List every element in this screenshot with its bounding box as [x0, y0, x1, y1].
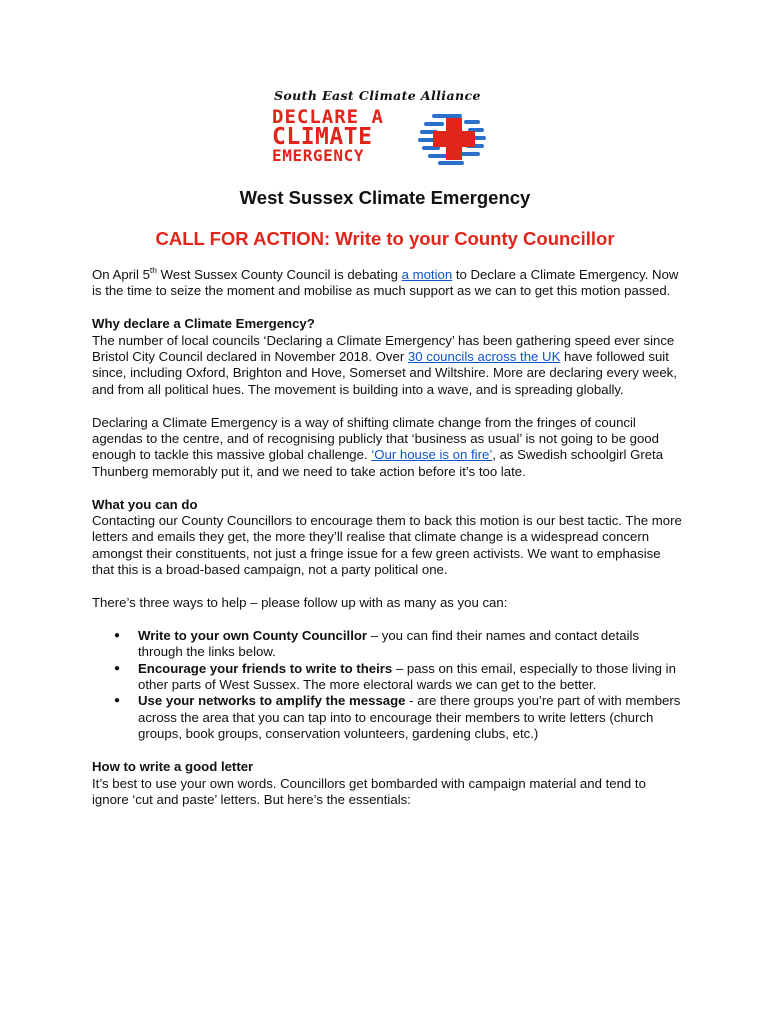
- ways-intro: There’s three ways to help – please follow up with as many as you can:: [92, 595, 508, 611]
- what-paragraph: Contacting our County Councillors to encourage them to back this motion is our best tactic. The more letters and emails they get, the more they’ll realise that climate change is a widespread concern amongst their constituents, not just a fringe issue for a few green activists. We want to emphasise that this is a broad-based campaign, not a party political one.: [92, 513, 682, 578]
- list-item: ● Use your networks to amplify the message - are there groups you’re part of with members across the area that you can tap into to encourage their members to write letters (church groups, book groups, conservation volunteers, gardening clubs, etc.): [138, 693, 682, 742]
- our-house-on-fire-link[interactable]: ‘Our house is on fire’: [371, 447, 493, 463]
- motion-link[interactable]: a motion: [401, 267, 453, 282]
- how-paragraph: It’s best to use your own words. Councillors get bombarded with campaign material and tend to ignore ‘cut and paste’ letters. But here’s the essentials:: [92, 775, 646, 807]
- list-item: ● Write to your own County Councillor – you can find their names and contact details through the links below.: [138, 628, 682, 661]
- ways-list: [92, 628, 682, 743]
- campaign-logo: [268, 88, 498, 170]
- call-to-action-heading: CALL FOR ACTION: Write to your County Councillor: [155, 228, 615, 249]
- page-title: West Sussex Climate Emergency: [239, 187, 531, 208]
- how-heading: How to write a good letter: [92, 759, 254, 775]
- councils-link[interactable]: 30 councils across the UK: [407, 349, 561, 365]
- document-body: [92, 264, 682, 825]
- logo-word-climate: CLIMATE: [272, 124, 373, 150]
- why-heading: Why declare a Climate Emergency?: [92, 316, 315, 332]
- what-heading: What you can do: [92, 496, 198, 512]
- logo-word-emergency: EMERGENCY: [272, 146, 365, 165]
- logo-tagline: South East Climate Alliance: [274, 88, 481, 103]
- globe-cross-icon: [416, 108, 488, 168]
- why-paragraph-2: Declaring a Climate Emergency is a way of shifting climate change from the fringes of council agendas to the centre, and of recognising publicly that ‘business as usual’ is not going to be good enough to tackle this massive global challenge. ‘Our house is on fire’, as Swedish schoolgirl Greta Thunberg memorably put it, and we need to take action before it’s too late.: [92, 414, 664, 479]
- logo-word-declare: DECLARE A: [272, 106, 384, 128]
- why-paragraph-1: The number of local councils ‘Declaring a Climate Emergency’ has been gathering speed ever since Bristol City Council declared in November 2018. Over 30 councils across the UK have followed suit since, including Oxford, Brighton and Hove, Somerset and Wiltshire. More are declaring every week, and from all political hues. The movement is building into a wave, and is spreading globally.: [92, 332, 677, 397]
- list-item: ● Encourage your friends to write to theirs – pass on this email, especially to those living in other parts of West Sussex. The more electoral wards we can get to the better.: [138, 661, 682, 694]
- intro-paragraph: On April 5th West Sussex County Council is debating a motion to Declare a Climate Emergency. Now is the time to seize the moment and mobilise as much support as we can to get this motion passed.: [92, 264, 679, 299]
